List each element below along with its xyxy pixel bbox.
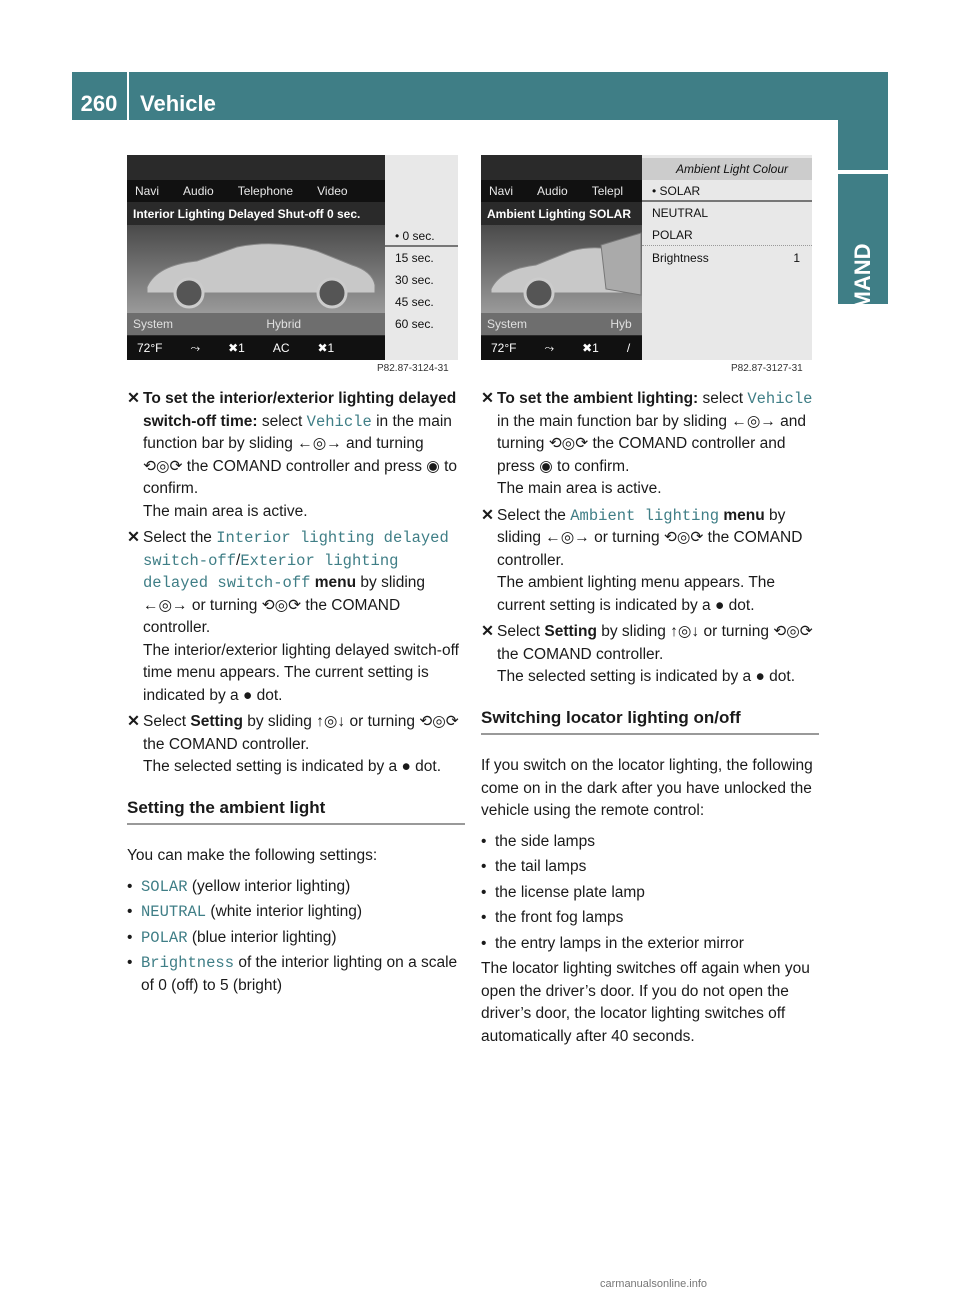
step-emphasis: menu bbox=[719, 506, 765, 524]
system-bar bbox=[481, 313, 642, 335]
step-text: Select bbox=[143, 713, 191, 730]
list-text: the side lamps bbox=[495, 832, 595, 850]
paragraph: If you switch on the locator lighting, the following come on in the dark after you have unlocked the vehicle using the remote control: bbox=[481, 757, 813, 819]
list-item bbox=[127, 952, 465, 997]
car-silhouette-icon bbox=[127, 225, 385, 313]
step-text: in the main function bar by sliding ←◎→ and turning ⟲◎⟳ the COMAND controller and press ◉ to confirm. bbox=[143, 412, 458, 497]
instruction-step bbox=[481, 388, 819, 501]
option-30-sec[interactable]: 30 sec. bbox=[395, 273, 434, 287]
option-0-sec[interactable]: • 0 sec. bbox=[385, 225, 458, 247]
step-marker-icon: ✕ bbox=[127, 713, 140, 730]
comand-screen-delayed-shutoff bbox=[127, 155, 458, 360]
bullet-icon: • bbox=[481, 934, 487, 952]
list-item bbox=[481, 933, 819, 956]
list-text: (white interior lighting) bbox=[206, 903, 363, 920]
step-emphasis: Setting bbox=[544, 623, 597, 640]
section-heading: Setting the ambient light bbox=[127, 797, 465, 826]
divider-glyph: / bbox=[626, 341, 631, 355]
func-telephone: Telephone bbox=[237, 184, 294, 198]
func-audio: Audio bbox=[183, 184, 214, 198]
instruction-step bbox=[127, 388, 465, 523]
menu-title: Interior Lighting Delayed Shut-off 0 sec. bbox=[133, 207, 361, 221]
step-heading: To set the interior/exterior lighting delayed switch-off time: bbox=[143, 390, 457, 430]
ambient-colour-panel-title: Ambient Light Colour bbox=[642, 158, 812, 180]
func-navi: Navi bbox=[489, 184, 514, 198]
airflow-icon: ⤳ bbox=[190, 341, 201, 355]
watermark-footer: carmanualsonline.info bbox=[600, 1278, 708, 1290]
bullet-icon: • bbox=[127, 877, 133, 895]
display-text: POLAR bbox=[141, 928, 188, 947]
step-result: The interior/exterior lighting delayed switch-off time menu appears. The current setting is indicated by a ● dot. bbox=[143, 641, 459, 704]
list-text: (yellow interior lighting) bbox=[187, 877, 351, 895]
instruction-step bbox=[127, 527, 465, 707]
list-item bbox=[481, 882, 819, 905]
option-45-sec[interactable]: 45 sec. bbox=[395, 295, 434, 309]
ac-label: AC bbox=[272, 341, 290, 355]
fan-left-icon: ✖1 bbox=[582, 341, 599, 355]
step-text: in the main function bar by sliding ←◎→ and turning ⟲◎⟳ the COMAND controller and press ◉ to confirm. bbox=[497, 412, 807, 475]
temperature: 72°F bbox=[137, 341, 163, 355]
climate-bar bbox=[481, 336, 642, 360]
bullet-icon: • bbox=[127, 903, 133, 920]
list-item bbox=[127, 876, 465, 899]
instruction-step bbox=[127, 711, 465, 779]
display-text: SOLAR bbox=[141, 877, 188, 896]
instruction-step bbox=[481, 505, 819, 618]
option-neutral[interactable]: NEUTRAL bbox=[652, 206, 709, 220]
step-text: Select bbox=[497, 623, 545, 640]
step-marker-icon: ✕ bbox=[481, 623, 494, 640]
page-title: Vehicle bbox=[140, 91, 216, 116]
shutoff-options-panel bbox=[385, 155, 458, 360]
hybrid-label: Hyb bbox=[610, 317, 632, 331]
section-heading: Switching locator lighting on/off bbox=[481, 707, 819, 736]
step-text: Select the bbox=[143, 529, 217, 546]
step-marker-icon: ✕ bbox=[127, 529, 140, 546]
bullet-icon: • bbox=[481, 909, 487, 926]
step-emphasis: menu bbox=[310, 574, 357, 591]
step-marker-icon: ✕ bbox=[127, 390, 140, 407]
figure-caption-1: P82.87-3124-31 bbox=[377, 363, 449, 374]
brightness-label: Brightness bbox=[652, 251, 709, 265]
main-function-bar bbox=[481, 180, 642, 202]
car-illustration bbox=[481, 225, 642, 313]
step-text: by sliding ↑◎↓ or turning ⟲◎⟳ the COMAND controller. bbox=[143, 713, 459, 753]
airflow-icon: ⤳ bbox=[544, 341, 555, 355]
side-tab bbox=[838, 120, 888, 1302]
option-60-sec[interactable]: 60 sec. bbox=[395, 317, 434, 331]
step-text: select bbox=[698, 390, 748, 407]
list-text: the front fog lamps bbox=[495, 909, 624, 926]
display-text-vehicle: Vehicle bbox=[747, 390, 813, 408]
func-telephone: Telepl bbox=[591, 184, 624, 198]
list-item bbox=[127, 901, 465, 924]
page-header bbox=[72, 72, 888, 120]
bullet-icon: • bbox=[127, 954, 133, 971]
bullet-icon: • bbox=[127, 928, 133, 946]
system-bar bbox=[127, 313, 385, 335]
hybrid-label: Hybrid bbox=[266, 317, 302, 331]
step-text: select bbox=[257, 412, 307, 430]
figure-caption-2: P82.87-3127-31 bbox=[731, 363, 803, 374]
bullet-icon: • bbox=[481, 858, 487, 875]
text-column-right bbox=[481, 388, 819, 1056]
display-text-interior: Interior lighting delayed switch-off bbox=[143, 529, 449, 570]
step-result: The main area is active. bbox=[143, 502, 308, 520]
page-number: 260 bbox=[80, 91, 118, 116]
display-text-vehicle: Vehicle bbox=[306, 412, 372, 431]
func-navi: Navi bbox=[135, 184, 160, 198]
main-function-bar bbox=[127, 180, 385, 202]
step-marker-icon: ✕ bbox=[481, 506, 494, 524]
display-text: Brightness bbox=[141, 954, 235, 972]
system-label: System bbox=[133, 317, 174, 331]
list-text: of the interior lighting on a scale of 0 (off) to 5 (bright) bbox=[141, 954, 458, 994]
step-marker-icon: ✕ bbox=[481, 390, 494, 407]
climate-bar bbox=[127, 336, 385, 360]
brightness-row[interactable] bbox=[642, 247, 812, 269]
list-text: (blue interior lighting) bbox=[187, 928, 337, 946]
list-text: the entry lamps in the exterior mirror bbox=[495, 934, 744, 952]
display-text-exterior: Exterior lighting delayed switch-off bbox=[143, 551, 399, 592]
step-text: Select the bbox=[497, 506, 571, 524]
menu-title: Ambient Lighting SOLAR bbox=[487, 207, 631, 221]
car-open-door-icon bbox=[481, 225, 642, 313]
step-result: The selected setting is indicated by a ● dot. bbox=[143, 758, 442, 775]
comand-screen-ambient-light bbox=[481, 155, 812, 360]
list-text: the license plate lamp bbox=[495, 883, 645, 901]
bullet-icon: • bbox=[481, 832, 487, 850]
step-heading: To set the ambient lighting: bbox=[497, 390, 699, 407]
option-15-sec[interactable]: 15 sec. bbox=[395, 251, 434, 265]
side-tab-block bbox=[838, 120, 888, 170]
step-text: by sliding ←◎→ or turning ⟲◎⟳ the COMAND controller. bbox=[497, 506, 803, 569]
list-item bbox=[481, 856, 819, 879]
display-text: NEUTRAL bbox=[141, 903, 207, 921]
instruction-step bbox=[481, 621, 819, 689]
header-divider bbox=[127, 72, 129, 120]
step-result: The selected setting is indicated by a ● dot. bbox=[497, 668, 796, 685]
car-illustration bbox=[127, 225, 385, 313]
fan-left-icon: ✖1 bbox=[228, 341, 245, 355]
step-result: The main area is active. bbox=[497, 480, 662, 497]
ambient-colour-panel bbox=[642, 155, 812, 360]
temperature: 72°F bbox=[491, 341, 517, 355]
display-text-ambient: Ambient lighting bbox=[570, 506, 720, 525]
list-item bbox=[481, 907, 819, 930]
text-column-left bbox=[127, 388, 465, 1000]
func-video: Video bbox=[317, 184, 348, 198]
list-item bbox=[127, 927, 465, 950]
list-item bbox=[481, 831, 819, 854]
paragraph: You can make the following settings: bbox=[127, 847, 378, 864]
bullet-icon: • bbox=[481, 883, 487, 901]
step-text: / bbox=[236, 551, 241, 569]
fan-right-icon: ✖1 bbox=[317, 341, 335, 355]
paragraph: The locator lighting switches off again when you open the driver’s door. If you do not open the driver’s door, the locator lighting switches off automatically after 40 seconds. bbox=[481, 960, 810, 1045]
step-result: The ambient lighting menu appears. The current setting is indicated by a ● dot. bbox=[497, 574, 776, 614]
step-text: by sliding ←◎→ or turning ⟲◎⟳ the COMAND controller. bbox=[143, 574, 426, 636]
step-emphasis: Setting bbox=[190, 713, 243, 730]
step-text: by sliding ↑◎↓ or turning ⟲◎⟳ the COMAND controller. bbox=[497, 623, 813, 663]
side-tab-label-block bbox=[838, 174, 888, 343]
list-text: the tail lamps bbox=[495, 858, 587, 875]
side-tab-label: COMAND bbox=[850, 243, 875, 343]
option-polar[interactable]: POLAR bbox=[642, 224, 812, 246]
brightness-value: 1 bbox=[793, 251, 800, 265]
system-label: System bbox=[487, 317, 528, 331]
func-audio: Audio bbox=[537, 184, 568, 198]
option-solar[interactable]: • SOLAR bbox=[642, 180, 812, 202]
